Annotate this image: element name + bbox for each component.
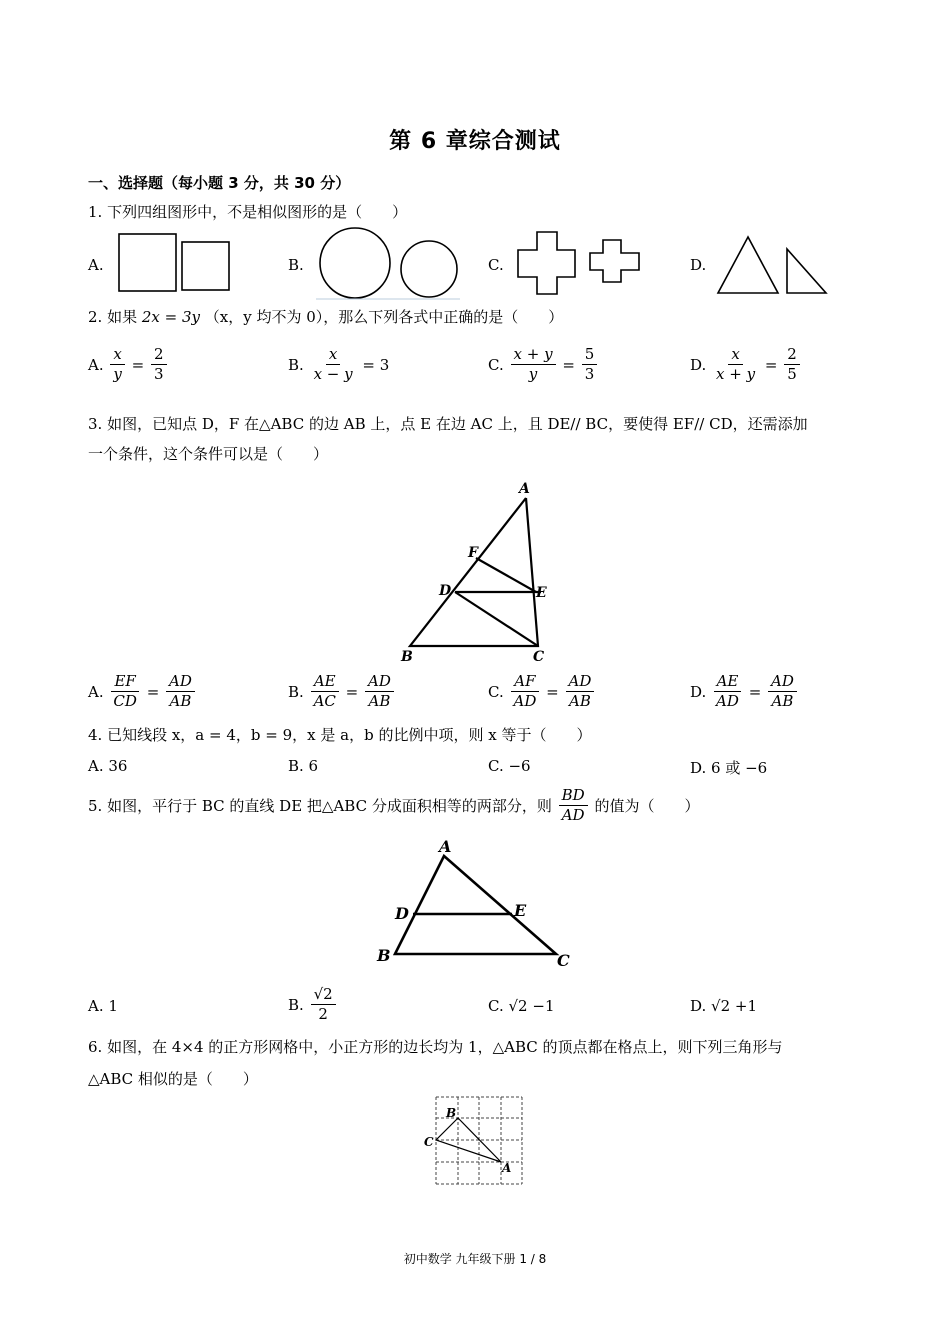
q2b-lhs-num: x xyxy=(326,345,340,365)
q3b-l-den: AC xyxy=(313,692,336,710)
q3d-l-den: AD xyxy=(716,692,739,710)
q2-option-b-label: B. xyxy=(288,355,304,374)
q3b-l-num: AE xyxy=(311,672,339,692)
q2a-rhs-num: 2 xyxy=(151,345,167,365)
q5-point-c: C xyxy=(557,951,570,970)
q3c-l-num: AF xyxy=(511,672,538,692)
q3-point-b: B xyxy=(401,649,413,665)
q5-frac-num: BD xyxy=(559,786,588,806)
question-3-line-1: 3. 如图，已知点 D，F 在△ABC 的边 AB 上，点 E 在边 AC 上，且 DE// BC，要使得 EF// CD，还需添加 xyxy=(88,415,808,433)
q2d-rhs-num: 2 xyxy=(784,345,800,365)
q1-option-b-label: B. xyxy=(288,256,304,274)
q3c-r-num: AD xyxy=(566,672,595,692)
q3-option-b-label: B. xyxy=(288,682,304,701)
q2-option-c-label: C. xyxy=(488,355,504,374)
q3-option-a: A. $\frac{EF}{CD}$ = $\frac{AD}{AB}$ xyxy=(88,672,197,711)
q5-point-d: D xyxy=(395,904,409,923)
section-heading: 一、选择题（每小题 3 分，共 30 分） xyxy=(88,174,351,192)
q2-option-d-label: D. xyxy=(690,355,707,374)
page-footer: 初中数学 九年级下册 1 / 8 xyxy=(403,1252,547,1266)
q3-option-c-label: C. xyxy=(488,682,504,701)
q5b-den: 2 xyxy=(318,1005,328,1023)
q2-option-a: A. $\frac{x}{y}$ = $\frac{2}{3}$ xyxy=(88,345,169,384)
q3-point-d: D xyxy=(439,583,452,599)
q2-option-c: C. $\frac{x + y}{y}$ = $\frac{5}{3}$ xyxy=(488,345,599,384)
q6-point-c: C xyxy=(424,1135,434,1149)
q3a-l-den: CD xyxy=(113,692,137,710)
q2-option-b: B. $\frac{x}{x - y}$ = 3 xyxy=(288,345,390,383)
q1-option-d-triangles xyxy=(712,232,837,298)
q3d-r-num: AD xyxy=(768,672,797,692)
page-title: 第 6 章综合测试 xyxy=(389,129,561,154)
q2-stem-b: （x，y 均不为 0），那么下列各式中正确的是（ ） xyxy=(204,308,564,326)
q3c-r-den: AB xyxy=(569,692,591,710)
q2b-rhs: 3 xyxy=(379,355,390,374)
q5-stem-b: 的值为（ ） xyxy=(594,796,700,815)
q3-triangle-figure xyxy=(395,478,560,668)
q2-stem-a: 2. 如果 xyxy=(88,308,138,326)
q2a-lhs-num: x xyxy=(110,345,124,365)
q1-option-a-label: A. xyxy=(88,256,104,274)
q5-triangle-figure xyxy=(370,836,580,971)
q2d-rhs-den: 5 xyxy=(787,365,797,383)
q5-option-d-label: D. xyxy=(690,997,707,1015)
q2d-lhs-den: x + y xyxy=(716,365,756,383)
q3-point-c: C xyxy=(533,649,545,665)
q1-option-b-circles xyxy=(312,222,467,304)
q5-option-b-label: B. xyxy=(288,995,304,1014)
q5-option-c-value: √2 −1 xyxy=(508,997,555,1015)
q3a-r-den: AB xyxy=(169,692,192,710)
q5b-num: √2 xyxy=(311,985,336,1005)
q6-point-b: B xyxy=(446,1106,457,1120)
q2b-lhs-den: x − y xyxy=(313,365,353,383)
q1-option-c-crosses xyxy=(512,228,647,300)
q5-option-b xyxy=(288,985,338,1024)
q5-frac-den: AD xyxy=(561,806,585,824)
q5-option-c-label: C. xyxy=(488,997,504,1015)
q3-point-a: A xyxy=(519,481,530,497)
question-5-stem xyxy=(88,786,868,825)
q2-equation: 2x = 3y xyxy=(141,308,200,326)
q3-option-c: C. $\frac{AF}{AD}$ = $\frac{AD}{AB}$ xyxy=(488,672,596,711)
q4-option-a: A. 36 xyxy=(88,757,128,775)
q3b-r-num: AD xyxy=(365,672,394,692)
q2-option-a-label: A. xyxy=(88,355,104,374)
q3b-r-den: AB xyxy=(368,692,391,710)
q2c-lhs-num: x + y xyxy=(511,345,556,365)
q3c-l-den: AD xyxy=(513,692,537,710)
q3a-r-num: AD xyxy=(166,672,195,692)
q3-option-b: B. $\frac{AE}{AC}$ = $\frac{AD}{AB}$ xyxy=(288,672,396,711)
q3-option-a-label: A. xyxy=(88,682,104,701)
q2-option-d: D. $\frac{x}{x + y}$ = $\frac{2}{5}$ xyxy=(690,345,802,384)
q1-option-c-label: C. xyxy=(488,256,504,274)
q2c-rhs-den: 3 xyxy=(584,365,595,383)
q3d-l-num: AE xyxy=(714,672,742,692)
q3-point-e: E xyxy=(536,585,547,601)
q3d-r-den: AB xyxy=(771,692,794,710)
q4-option-c: C. −6 xyxy=(488,757,531,775)
q6-grid-figure xyxy=(420,1092,530,1192)
q2a-lhs-den: y xyxy=(113,365,122,383)
q3-option-d-label: D. xyxy=(690,682,707,701)
q3a-l-num: EF xyxy=(111,672,138,692)
q1-option-a-squares xyxy=(112,228,237,298)
q4-option-d: D. 6 或 −6 xyxy=(690,759,768,777)
q5-option-a: A. 1 xyxy=(88,997,118,1015)
q6-point-a: A xyxy=(502,1161,512,1175)
question-2-stem xyxy=(88,306,868,328)
q3-point-f: F xyxy=(468,545,478,561)
q5-point-b: B xyxy=(377,946,391,965)
q2c-lhs-den: y xyxy=(528,365,538,383)
q5-stem-a: 5. 如图，平行于 BC 的直线 DE 把△ABC 分成面积相等的两部分，则 xyxy=(88,796,552,815)
q2c-rhs-num: 5 xyxy=(582,345,598,365)
q5-option-d-value: √2 +1 xyxy=(711,997,758,1015)
q5-point-a: A xyxy=(439,837,452,856)
q1-option-d-label: D. xyxy=(690,256,707,274)
question-1-stem: 1. 下列四组图形中，不是相似图形的是（ ） xyxy=(88,203,408,221)
q2d-lhs-num: x xyxy=(728,345,742,365)
question-4-stem: 4. 已知线段 x，a = 4，b = 9，x 是 a，b 的比例中项，则 x 等于（ ） xyxy=(88,726,592,744)
q2a-rhs-den: 3 xyxy=(154,365,164,383)
question-6-line-1: 6. 如图，在 4×4 的正方形网格中，小正方形的边长均为 1，△ABC 的顶点都在格点上，则下列三角形与 xyxy=(88,1038,783,1056)
q5-option-c xyxy=(488,997,554,1015)
q4-option-b: B. 6 xyxy=(288,757,319,775)
question-3-line-2: 一个条件，这个条件可以是（ ） xyxy=(88,445,329,463)
q3-option-d: D. $\frac{AE}{AD}$ = $\frac{AD}{AB}$ xyxy=(690,672,799,711)
q5-option-d xyxy=(690,997,757,1015)
q5-point-e: E xyxy=(514,901,527,920)
question-6-line-2: △ABC 相似的是（ ） xyxy=(88,1070,258,1088)
